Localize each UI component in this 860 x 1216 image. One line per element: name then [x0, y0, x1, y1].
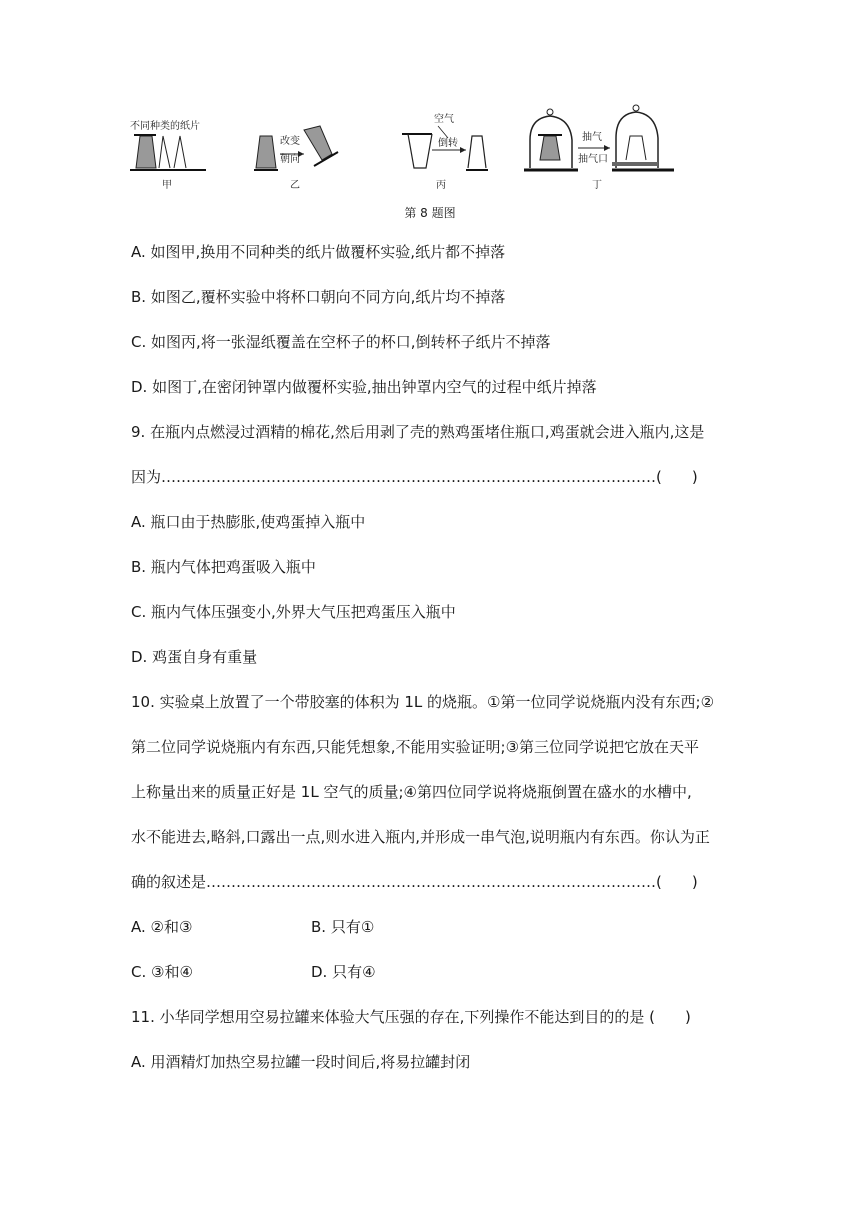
q10-stem-line-5: 确的叙述是………………………………………………………………………………( ) — [131, 873, 698, 891]
q10-option-b: B. 只有① — [311, 918, 375, 936]
panel-jia — [130, 135, 206, 170]
q9-option-a: A. 瓶口由于热膨胀,使鸡蛋掉入瓶中 — [131, 513, 366, 531]
label-paper-types: 不同种类的纸片 — [130, 121, 200, 132]
q10-option-d: D. 只有④ — [311, 963, 376, 981]
label-pump-port: 抽气口 — [578, 154, 608, 165]
q11-option-a: A. 用酒精灯加热空易拉罐一段时间后,将易拉罐封闭 — [131, 1053, 471, 1071]
q9-option-d: D. 鸡蛋自身有重量 — [131, 648, 258, 666]
experiment-diagram — [126, 104, 686, 200]
q10-stem-line-3: 上称量出来的质量正好是 1L 空气的质量;④第四位同学说将烧瓶倒置在盛水的水槽中, — [131, 783, 692, 801]
q8-option-c: C. 如图丙,将一张湿纸覆盖在空杯子的杯口,倒转杯子纸片不掉落 — [131, 333, 551, 351]
q10-stem-line-2: 第二位同学说烧瓶内有东西,只能凭想象,不能用实验证明;③第三位同学说把它放在天平 — [131, 738, 700, 756]
q9-option-c: C. 瓶内气体压强变小,外界大气压把鸡蛋压入瓶中 — [131, 603, 456, 621]
label-pump-out: 抽气 — [582, 132, 602, 143]
q8-option-a: A. 如图甲,换用不同种类的纸片做覆杯实验,纸片都不掉落 — [131, 243, 506, 261]
sub-label-yi: 乙 — [290, 180, 300, 191]
label-air: 空气 — [434, 114, 454, 125]
label-invert: 倒转 — [438, 138, 458, 149]
q10-option-a: A. ②和③ — [131, 918, 193, 936]
q10-option-c: C. ③和④ — [131, 963, 193, 981]
figure-question-8 — [126, 104, 686, 200]
label-change-2: 朝向 — [280, 154, 300, 165]
q9-option-b: B. 瓶内气体把鸡蛋吸入瓶中 — [131, 558, 316, 576]
q8-option-d: D. 如图丁,在密闭钟罩内做覆杯实验,抽出钟罩内空气的过程中纸片掉落 — [131, 378, 597, 396]
q10-stem-line-1: 10. 实验桌上放置了一个带胶塞的体积为 1L 的烧瓶。①第一位同学说烧瓶内没有东西;② — [131, 693, 715, 711]
q11-stem-line-1: 11. 小华同学想用空易拉罐来体验大气压强的存在,下列操作不能达到目的的是 ( ) — [131, 1008, 691, 1026]
sub-label-ding: 丁 — [592, 180, 602, 191]
q9-stem-line-2: 因为………………………………………………………………………………………( ) — [131, 468, 698, 486]
q9-stem-line-1: 9. 在瓶内点燃浸过酒精的棉花,然后用剥了壳的熟鸡蛋堵住瓶口,鸡蛋就会进入瓶内,这是 — [131, 423, 705, 441]
sub-label-bing: 丙 — [436, 180, 446, 191]
sub-label-jia: 甲 — [162, 180, 172, 191]
label-change-1: 改变 — [280, 136, 300, 147]
figure-caption: 第 8 题图 — [404, 206, 456, 220]
q8-option-b: B. 如图乙,覆杯实验中将杯口朝向不同方向,纸片均不掉落 — [131, 288, 506, 306]
q10-stem-line-4: 水不能进去,略斜,口露出一点,则水进入瓶内,并形成一串气泡,说明瓶内有东西。你认为正 — [131, 828, 710, 846]
